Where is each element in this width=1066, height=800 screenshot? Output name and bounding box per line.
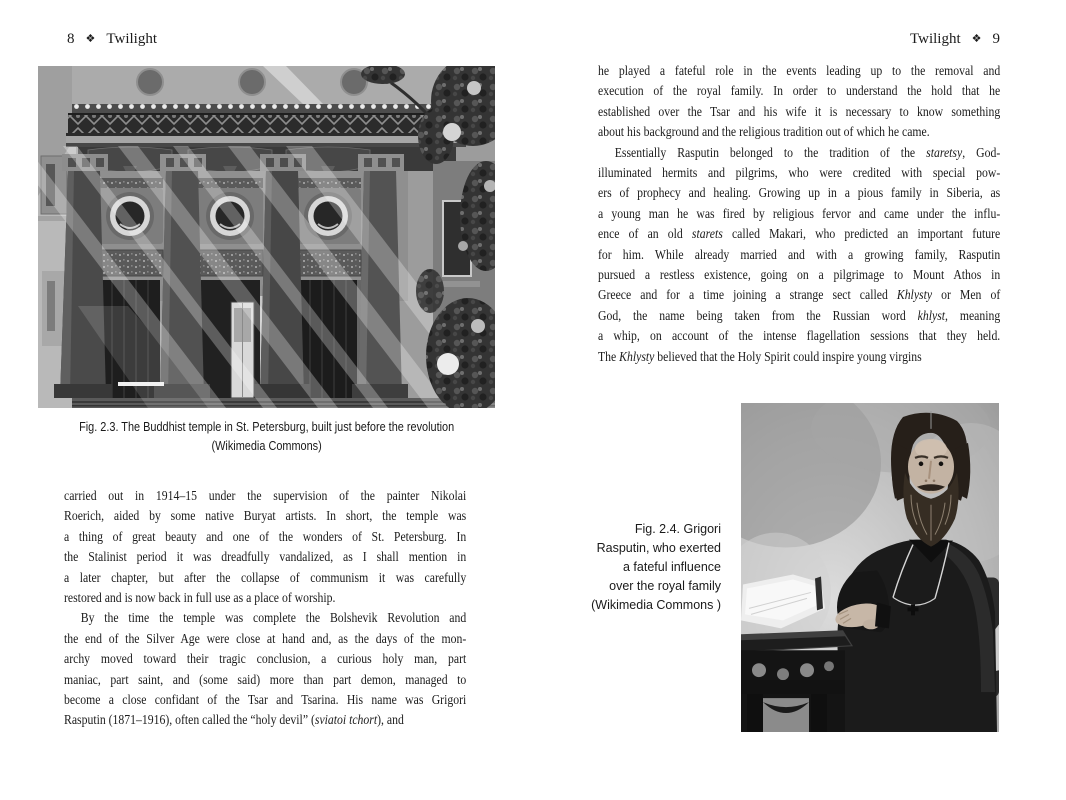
paragraph [64,487,544,609]
running-title: Twilight [910,31,961,47]
fleuron-ornament-icon: ❖ [85,33,96,45]
page-number: 8 [67,31,75,47]
running-title: Twilight [106,31,157,47]
text-line: carried out in 1914–15 under the supervision of the painter Nikolai [64,489,467,504]
page-number: 9 [992,31,1000,47]
text-line: Fig. 2.3. The Buddhist temple in St. Petersburg, built just before the revolution [79,419,455,434]
text-line: Rasputin, who exerted [596,541,721,555]
text-line: execution of the royal family. In order to understand the hold that he [598,84,1001,100]
text-line: a whip, on account of the intense flagellation sessions that they held. [598,329,1001,345]
temple-caption [38,417,495,455]
temple-photo [38,66,495,408]
text-line: (Wikimedia Commons) [211,438,322,453]
text-line: established over the Tsar and his wife it is necessary to know something [598,104,1001,120]
text-line: over the royal family [609,579,721,593]
text-line: restored and is now back in full use as a place of worship. [64,591,336,607]
rasputin-figure [741,403,999,732]
text-line: the Stalinist period it was dreadfully vandalized, as I shall mention in [64,550,467,566]
temple-figure [38,66,495,408]
text-line: maniac, part saint, and (some said) more than part demon, managed to [64,672,467,688]
text-line: Rasputin (1871–1916), often called the “holy devil” (sviatoi tchort), and [64,713,404,729]
text-line: for him. While already married and with a growing family, Rasputin [598,247,1001,263]
left-page-body [64,487,544,732]
running-head-right [910,31,1000,49]
side-table [741,630,853,732]
text-line: a young man he was fired by religious fervor and came under the influ- [598,206,1001,222]
text-line: Essentially Rasputin belonged to the tradition of the staretsy, God- [614,145,1001,161]
text-line: God, the name being taken from the Russian word khlyst, meaning [598,308,1001,324]
text-line: (Wikimedia Commons ) [591,598,721,612]
text-line: Roerich, aided by some native Buryat artists. In short, the temple was [64,509,467,525]
text-line: a later chapter, but after the collapse of communism it was carefully [64,570,467,586]
text-line: become a close confidant of the Tsar and Tsarina. His name was Grigori [64,693,467,709]
text-line: archy moved toward their tragic conclusion, a curious holy man, part [64,652,467,668]
text-line: The Khlysty believed that the Holy Spirit could inspire young virgins [598,349,922,365]
rasputin-caption [571,520,721,615]
paragraph [598,62,1066,144]
text-line: the end of the Silver Age were close at hand and, as the days of the mon- [64,631,467,647]
text-line: a thing of great beauty and one of the wonders of St. Petersburg. In [64,529,467,545]
text-line: ence of an old starets called Makari, who predicted an important future [598,227,1001,243]
right-page-body [598,62,1066,368]
paragraph [598,144,1066,368]
text-line: ers of prophecy and healing. Growing up in a pious family in Siberia, as [598,186,1001,202]
rasputin-photo [741,403,999,732]
text-line: he played a fateful role in the events leading up to the removal and [598,64,1001,79]
text-line: illuminated hermits and pilgrims, who were credited with special pow- [598,166,1001,182]
text-line: a fateful influence [623,560,721,574]
paragraph [64,609,544,731]
text-line: By the time the temple was complete the Bolshevik Revolution and [80,611,467,627]
running-head-left [67,31,157,49]
rasputin-body [837,540,997,732]
text-line: about his background and the religious tradition out of which he came. [598,125,930,141]
fleuron-ornament-icon: ❖ [971,33,982,45]
text-line: Greece and for a time joining a strange sect called Khlysty or Men of [598,288,1001,304]
text-line: pursued a restless existence, going on a pilgrimage to Mount Athos in [598,268,1001,284]
text-line: Fig. 2.4. Grigori [634,522,721,536]
